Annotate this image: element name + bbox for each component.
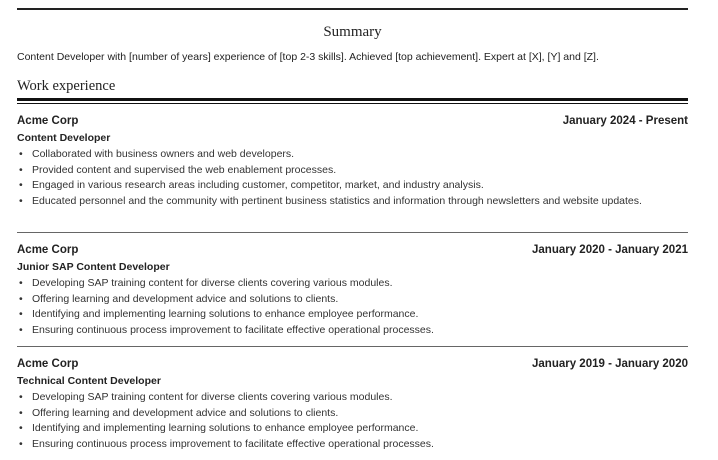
bullet-item: • Offering learning and development advice and solutions to clients.: [17, 292, 688, 308]
job-dates: January 2020 - January 2021: [532, 244, 688, 256]
bullet-item: • Engaged in various research areas including customer, competitor, market, and industry analysis.: [17, 178, 688, 194]
job-bullets: [17, 147, 688, 209]
work-experience-heading: Work experience: [17, 78, 116, 94]
bullet-item: • Identifying and implementing learning solutions to enhance employee performance.: [17, 307, 688, 323]
bullet-item: • Ensuring continuous process improvement to facilitate effective operational processes.: [17, 323, 688, 339]
bullet-item: • Developing SAP training content for diverse clients covering various modules.: [17, 276, 688, 292]
top-divider: [17, 8, 688, 10]
job-title: Junior SAP Content Developer: [17, 261, 170, 273]
bullet-item: • Provided content and supervised the web enablement processes.: [17, 163, 688, 179]
resume-page: [17, 0, 688, 460]
job-entry: [17, 104, 688, 232]
job-entry: [17, 346, 688, 460]
bullet-item: • Ensuring continuous process improvement to facilitate effective operational processes.: [17, 437, 688, 453]
company-name: Acme Corp: [17, 115, 79, 127]
job-bullets: [17, 276, 688, 338]
job-title: Content Developer: [17, 132, 111, 144]
company-name: Acme Corp: [17, 358, 79, 370]
bullet-item: • Collaborated with business owners and web developers.: [17, 147, 688, 163]
summary-text: Content Developer with [number of years] experience of [top 2-3 skills]. Achieved [top achievement]. Expert at [X], [Y] and [Z].: [17, 51, 599, 63]
job-title: Technical Content Developer: [17, 375, 161, 387]
bullet-item: • Educated personnel and the community with pertinent business statistics and information through newsletters and website updates.: [17, 194, 688, 210]
bullet-item: • Developing SAP training content for diverse clients covering various modules.: [17, 390, 688, 406]
job-dates: January 2019 - January 2020: [532, 358, 688, 370]
company-name: Acme Corp: [17, 244, 79, 256]
bullet-item: • Identifying and implementing learning solutions to enhance employee performance.: [17, 421, 688, 437]
bullet-item: • Offering learning and development advice and solutions to clients.: [17, 406, 688, 422]
job-dates: January 2024 - Present: [562, 115, 688, 127]
summary-heading: Summary: [323, 24, 382, 40]
job-bullets: [17, 390, 688, 452]
job-entry: [17, 232, 688, 346]
